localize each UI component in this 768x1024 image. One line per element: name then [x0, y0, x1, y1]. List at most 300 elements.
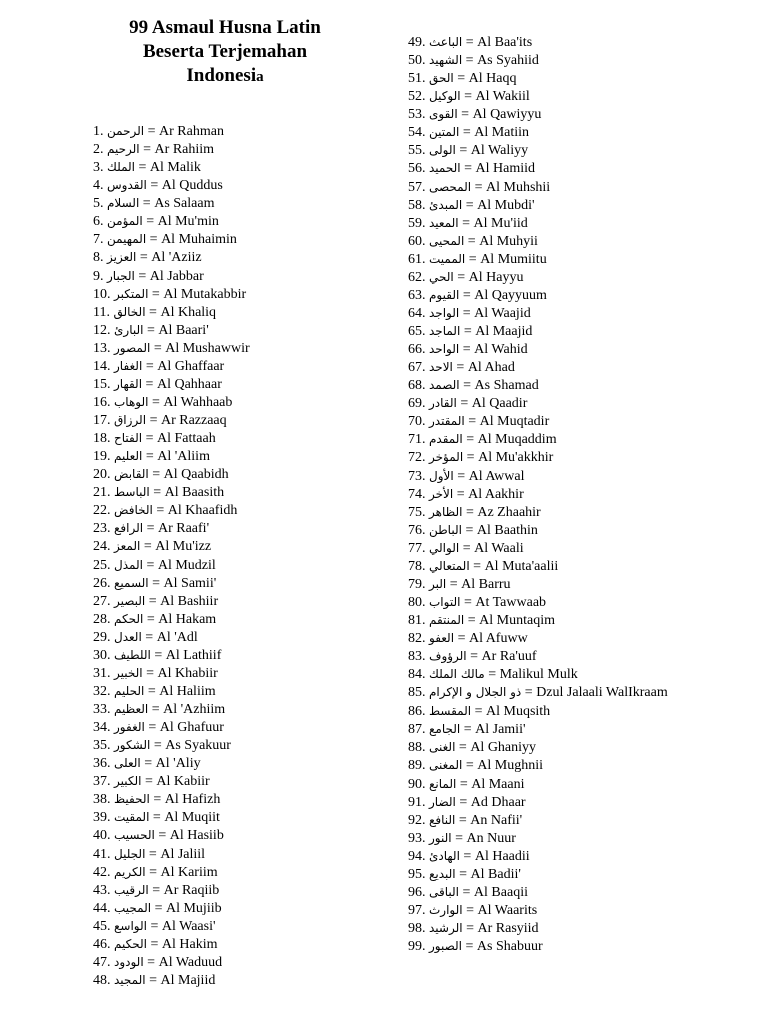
item-arabic: المانع	[429, 776, 457, 791]
list-item: 91. الضار = Ad Dhaar	[408, 794, 526, 810]
list-item: 51. الحق = Al Haqq	[408, 71, 517, 87]
list-item: 61. المميت = Al Mumiitu	[408, 251, 547, 267]
item-arabic: البر	[429, 576, 447, 591]
item-latin: Al Muqiit	[164, 810, 220, 826]
item-arabic: الفتاح	[114, 431, 143, 446]
item-number: 1.	[93, 124, 104, 139]
item-latin: Al Waliyy	[470, 143, 529, 159]
item-latin: Al Waali	[474, 540, 524, 556]
item-arabic: الوالي	[429, 540, 460, 555]
item-latin: Ar Raqiib	[163, 882, 220, 898]
item-latin: Al Matiin	[474, 125, 530, 141]
item-arabic: المغنى	[429, 758, 463, 773]
title-line-1: 99 Asmaul Husna Latin	[129, 17, 321, 38]
item-arabic: الملك	[107, 160, 136, 175]
item-number: 95.	[408, 866, 426, 882]
item-arabic: العلى	[114, 756, 141, 771]
item-arabic: السميع	[114, 575, 149, 590]
list-item: 75. الظاهر = Az Zhaahir	[408, 504, 541, 520]
item-arabic: الشكور	[114, 738, 151, 753]
item-latin: Al 'Aziiz	[151, 250, 202, 266]
list-item: 31. الخبير = Al Khabiir	[93, 665, 218, 681]
item-latin: Al Fattaah	[157, 431, 216, 447]
item-number: 29.	[93, 629, 111, 645]
item-number: 77.	[408, 540, 426, 556]
item-arabic: المميت	[429, 251, 466, 266]
item-latin: Al Waduud	[158, 954, 223, 970]
list-item: 41. الجليل = Al Jaliil	[93, 846, 206, 862]
list-item: 28. الحكم = Al Hakam	[93, 611, 217, 627]
item-number: 12.	[93, 322, 111, 338]
item-arabic: مالك الملك	[429, 667, 485, 682]
item-latin: Al Muqtadir	[479, 414, 550, 430]
list-item: 16. الوهاب = Al Wahhaab	[93, 394, 233, 410]
item-number: 51.	[408, 71, 426, 87]
names-list-right	[408, 33, 738, 955]
item-arabic: الحليم	[114, 683, 145, 698]
item-number: 89.	[408, 758, 426, 774]
list-item: 57. المحصى = Al Muhshii	[408, 179, 551, 195]
item-latin: As Salaam	[154, 196, 215, 212]
item-latin: Al Khaafidh	[167, 503, 238, 519]
item-arabic: الغنى	[429, 740, 456, 755]
item-number: 58.	[408, 197, 426, 213]
item-arabic: البارئ	[114, 322, 144, 337]
item-number: 7.	[93, 232, 104, 248]
item-latin: Al Khabiir	[157, 665, 218, 681]
list-item: 65. الماجد = Al Maajid	[408, 324, 533, 339]
item-latin: Al Wahid	[474, 342, 528, 358]
list-item: 69. القادر = Al Qaadir	[408, 396, 528, 412]
item-number: 44.	[93, 900, 111, 916]
item-number: 96.	[408, 884, 426, 900]
list-item: 48. المجيد = Al Majiid	[93, 972, 216, 988]
item-latin: Al Mujiib	[165, 900, 222, 916]
item-latin: An Nuur	[466, 830, 516, 846]
list-item: 38. الحفيظ = Al Hafizh	[93, 792, 221, 808]
item-latin: Al Qayyuum	[474, 287, 547, 303]
item-latin: Al Mughnii	[477, 758, 543, 774]
item-number: 38.	[93, 792, 111, 808]
item-arabic: الرافع	[114, 521, 144, 536]
list-item: 97. الوارث = Al Waarits	[408, 902, 538, 918]
item-number: 73.	[408, 468, 426, 484]
item-number: 28.	[93, 611, 111, 627]
item-latin: Al Waarits	[477, 902, 538, 918]
item-number: 94.	[408, 848, 426, 864]
item-latin: Al Hamiid	[475, 161, 535, 177]
item-arabic: القادر	[429, 396, 457, 411]
item-number: 35.	[93, 738, 111, 754]
item-arabic: المقيت	[114, 810, 150, 825]
list-item: 80. التواب = At Tawwaab	[408, 594, 547, 610]
list-item: 36. العلى = Al 'Aliy	[93, 756, 201, 772]
item-latin: Al Baaqii	[473, 884, 528, 900]
item-number: 84.	[408, 667, 426, 683]
item-arabic: المتعالي	[429, 558, 470, 573]
item-number: 13.	[93, 340, 111, 356]
item-latin: As Shabuur	[476, 939, 543, 955]
item-latin: Al Ghaffaar	[157, 358, 225, 374]
item-arabic: الصمد	[429, 378, 460, 393]
list-item: 23. الرافع = Ar Raafi'	[93, 521, 210, 537]
item-arabic: الوهاب	[114, 394, 149, 409]
item-arabic: البديع	[429, 866, 456, 881]
item-latin: Al Qawiyyu	[472, 107, 542, 123]
item-latin: Al Jabbar	[149, 268, 204, 284]
item-number: 10.	[93, 286, 111, 302]
list-item: 46. الحكيم = Al Hakim	[93, 936, 218, 952]
list-item: 37. الكبير = Al Kabiir	[93, 774, 210, 790]
item-latin: Al Majiid	[160, 972, 216, 988]
item-latin: Al Waajid	[474, 305, 531, 321]
item-arabic: الحميد	[429, 161, 461, 176]
item-number: 82.	[408, 631, 426, 647]
item-number: 47.	[93, 954, 111, 970]
item-arabic: الأخر	[429, 486, 454, 501]
list-item: 84. مالك الملك = Malikul Mulk	[408, 667, 578, 683]
item-latin: Al Jaliil	[160, 846, 206, 862]
item-number: 15.	[93, 376, 111, 392]
item-latin: Al Muta'aalii	[484, 558, 559, 574]
item-arabic: المجيب	[114, 900, 152, 915]
item-arabic: اللطيف	[114, 647, 151, 662]
item-number: 66.	[408, 342, 426, 358]
item-number: 34.	[93, 720, 111, 736]
item-latin: Al Qaadir	[471, 396, 528, 412]
list-item: 56. الحميد = Al Hamiid	[408, 161, 535, 177]
item-arabic: الغفور	[114, 720, 145, 735]
item-number: 52.	[408, 89, 426, 105]
item-arabic: الباعث	[429, 35, 463, 49]
item-latin: Al Haliim	[159, 683, 216, 699]
item-latin: Ar Raafi'	[157, 521, 210, 537]
item-arabic: الكريم	[114, 864, 146, 879]
list-item: 44. المجيب = Al Mujiib	[93, 900, 222, 916]
list-item: 93. النور = An Nuur	[408, 830, 516, 846]
item-arabic: الحكيم	[114, 936, 147, 951]
item-latin: Al Mu'iid	[473, 215, 528, 231]
item-latin: As Shamad	[474, 378, 539, 394]
list-item: 26. السميع = Al Samii'	[93, 575, 217, 591]
list-item: 83. الرؤوف = Ar Ra'uuf	[408, 649, 537, 665]
document-title	[90, 16, 360, 89]
list-item: 87. الجامع = Al Jamii'	[408, 722, 526, 738]
item-number: 54.	[408, 125, 426, 141]
item-number: 39.	[93, 810, 111, 826]
item-arabic: الصبور	[429, 939, 463, 954]
item-latin: Al Aakhir	[468, 486, 524, 502]
item-latin: Al Wakiil	[475, 89, 530, 105]
item-latin: Al Malik	[149, 160, 201, 176]
list-item: 3. الملك = Al Malik	[93, 160, 201, 176]
item-arabic: النور	[429, 830, 452, 845]
item-number: 43.	[93, 882, 111, 898]
list-item: 94. الهادئ = Al Haadii	[408, 848, 530, 864]
item-latin: Al Muqsith	[486, 704, 551, 720]
item-number: 25.	[93, 557, 111, 573]
list-item: 68. الصمد = As Shamad	[408, 378, 539, 394]
item-arabic: الأول	[429, 468, 454, 483]
item-number: 50.	[408, 53, 426, 69]
list-item: 95. البديع = Al Badii'	[408, 866, 521, 882]
item-latin: Al Quddus	[161, 178, 223, 194]
item-arabic: الحق	[429, 71, 454, 86]
item-arabic: الخالق	[113, 304, 146, 319]
list-item: 35. الشكور = As Syakuur	[93, 738, 231, 754]
item-number: 16.	[93, 394, 111, 410]
item-arabic: الواسع	[114, 918, 147, 933]
item-arabic: العليم	[114, 449, 143, 464]
item-latin: Ar Ra'uuf	[481, 649, 537, 665]
list-item: 98. الرشيد = Ar Rasyiid	[408, 921, 539, 936]
item-number: 67.	[408, 360, 426, 376]
list-item: 63. القيوم = Al Qayyuum	[408, 287, 547, 303]
list-item: 82. العفو = Al Afuww	[408, 631, 528, 647]
item-number: 65.	[408, 324, 426, 339]
item-number: 81.	[408, 613, 426, 628]
item-number: 2.	[93, 142, 104, 158]
list-item: 15. القهار = Al Qahhaar	[93, 376, 222, 392]
item-latin: Al Awwal	[468, 468, 525, 484]
item-number: 21.	[93, 485, 111, 501]
list-item: 7. المهيمن = Al Muhaimin	[93, 232, 237, 248]
item-arabic: القابض	[114, 467, 149, 482]
item-latin: Al Mutakabbir	[163, 286, 247, 302]
item-number: 60.	[408, 233, 426, 249]
item-arabic: الحسيب	[114, 828, 155, 843]
list-item: 21. الباسط = Al Baasith	[93, 485, 225, 501]
item-arabic: القهار	[114, 376, 143, 391]
item-number: 14.	[93, 358, 111, 374]
item-latin: An Nafii'	[470, 812, 523, 828]
item-arabic: المتين	[429, 125, 460, 140]
item-latin: Al Mu'min	[157, 214, 219, 230]
item-number: 76.	[408, 522, 426, 538]
item-arabic: المذل	[114, 557, 143, 572]
item-latin: Al Maani	[471, 776, 525, 792]
item-latin: At Tawwaab	[475, 594, 547, 610]
list-item: 90. المانع = Al Maani	[408, 776, 525, 792]
item-number: 26.	[93, 575, 111, 591]
item-number: 30.	[93, 647, 111, 663]
item-number: 62.	[408, 269, 426, 285]
item-arabic: الوكيل	[429, 89, 461, 104]
item-latin: Al Jamii'	[475, 722, 526, 738]
list-item: 45. الواسع = Al Waasi'	[93, 918, 216, 934]
item-arabic: الخافض	[114, 503, 153, 518]
item-latin: Al Hafizh	[164, 792, 221, 808]
item-number: 22.	[93, 503, 111, 519]
item-number: 80.	[408, 594, 426, 610]
item-arabic: العفو	[429, 631, 455, 646]
item-arabic: الباقى	[429, 884, 460, 899]
item-latin: Al 'Aliim	[157, 449, 210, 465]
item-number: 68.	[408, 378, 426, 394]
item-latin: As Syakuur	[165, 738, 231, 754]
item-number: 41.	[93, 846, 111, 862]
item-latin: Al Haadii	[474, 848, 530, 864]
item-latin: Al Hakam	[158, 611, 217, 627]
item-number: 24.	[93, 539, 111, 555]
item-latin: Al Hakim	[161, 936, 218, 952]
list-item: 78. المتعالي = Al Muta'aalii	[408, 558, 559, 574]
item-latin: Al Lathiif	[165, 647, 222, 663]
list-item: 5. السلام = As Salaam	[93, 196, 215, 212]
item-number: 6.	[93, 214, 104, 230]
item-number: 92.	[408, 812, 426, 828]
list-item: 71. المقدم = Al Muqaddim	[408, 432, 557, 448]
item-latin: Ar Rasyiid	[477, 921, 539, 936]
item-latin: Al Baa'its	[477, 35, 533, 50]
item-arabic: المبدئ	[429, 197, 463, 212]
list-item: 64. الواجد = Al Waajid	[408, 305, 531, 321]
item-number: 75.	[408, 504, 426, 520]
item-latin: Ar Rahiim	[154, 142, 215, 158]
item-number: 37.	[93, 774, 111, 790]
item-arabic: الواحد	[429, 342, 460, 357]
item-number: 98.	[408, 921, 426, 936]
item-latin: Al Hayyu	[468, 269, 524, 285]
item-arabic: ذو الجلال و الإكرام	[429, 685, 522, 700]
item-latin: Al Samii'	[163, 575, 217, 591]
item-latin: Al Maajid	[475, 324, 533, 339]
item-number: 55.	[408, 143, 426, 159]
item-latin: Al Badii'	[470, 866, 521, 882]
item-number: 74.	[408, 486, 426, 502]
item-latin: Al Khaliq	[160, 304, 217, 320]
list-item: 30. اللطيف = Al Lathiif	[93, 647, 222, 663]
list-item: 12. البارئ = Al Baari'	[93, 322, 209, 338]
list-item: 11. الخالق = Al Khaliq	[93, 304, 217, 320]
item-arabic: التواب	[429, 594, 461, 609]
item-latin: Al Barru	[461, 576, 511, 592]
item-latin: Al Ghaniyy	[470, 740, 537, 756]
item-arabic: الولى	[429, 143, 456, 158]
list-item: 88. الغنى = Al Ghaniyy	[408, 740, 537, 756]
list-item: 24. المعز = Al Mu'izz	[93, 539, 212, 555]
item-number: 78.	[408, 558, 426, 574]
list-item: 60. المحيى = Al Muhyii	[408, 233, 538, 249]
item-latin: Al Mu'izz	[155, 539, 212, 555]
list-item: 40. الحسيب = Al Hasiib	[93, 828, 224, 844]
item-number: 18.	[93, 431, 111, 447]
item-number: 36.	[93, 756, 111, 772]
list-item: 81. المنتقم = Al Muntaqim	[408, 613, 555, 628]
item-number: 32.	[93, 683, 111, 699]
item-number: 63.	[408, 287, 426, 303]
item-arabic: الرحيم	[107, 142, 140, 157]
list-item: 49. الباعث = Al Baa'its	[408, 35, 533, 50]
item-number: 42.	[93, 864, 111, 880]
item-arabic: الغفار	[114, 358, 143, 373]
item-number: 9.	[93, 268, 104, 284]
item-number: 31.	[93, 665, 111, 681]
item-latin: As Syahiid	[477, 53, 539, 69]
item-latin: Ar Razzaaq	[160, 413, 227, 428]
item-number: 11.	[93, 304, 110, 320]
item-number: 97.	[408, 902, 426, 918]
list-item: 4. القدوس = Al Quddus	[93, 178, 223, 194]
item-number: 59.	[408, 215, 426, 231]
item-number: 4.	[93, 178, 104, 194]
item-arabic: القدوس	[107, 178, 147, 193]
item-latin: Malikul Mulk	[499, 667, 578, 683]
item-arabic: السلام	[107, 196, 140, 211]
item-number: 3.	[93, 160, 104, 176]
item-number: 48.	[93, 972, 111, 988]
item-number: 5.	[93, 196, 104, 212]
item-number: 88.	[408, 740, 426, 756]
item-arabic: المهيمن	[107, 232, 147, 247]
item-latin: Al Afuww	[468, 631, 528, 647]
list-item: 62. الحي = Al Hayyu	[408, 269, 524, 285]
list-item: 39. المقيت = Al Muqiit	[93, 810, 220, 826]
list-item: 92. النافع = An Nafii'	[408, 812, 523, 828]
list-item: 27. البصير = Al Bashiir	[93, 593, 219, 609]
list-item: 86. المقسط = Al Muqsith	[408, 704, 551, 720]
item-number: 71.	[408, 432, 426, 448]
list-item: 18. الفتاح = Al Fattaah	[93, 431, 216, 447]
item-latin: Al Waasi'	[161, 918, 216, 934]
title-line-3-text: Indonesi	[186, 65, 257, 86]
item-arabic: الظاهر	[429, 504, 463, 519]
list-item: 76. الباطن = Al Baathin	[408, 522, 538, 538]
list-item: 9. الجبار = Al Jabbar	[93, 268, 204, 284]
item-latin: Al Baari'	[158, 322, 209, 338]
item-latin: Al 'Aliy	[155, 756, 201, 772]
list-item: 55. الولى = Al Waliyy	[408, 143, 529, 159]
list-item: 67. الاحد = Al Ahad	[408, 360, 515, 376]
list-item: 73. الأول = Al Awwal	[408, 468, 525, 484]
item-arabic: العزيز	[107, 250, 137, 265]
item-arabic: الودود	[114, 954, 144, 969]
item-number: 8.	[93, 250, 104, 266]
item-arabic: العدل	[114, 629, 142, 644]
item-arabic: الباطن	[429, 522, 462, 537]
list-item: 2. الرحيم = Ar Rahiim	[93, 142, 215, 158]
list-item: 13. المصور = Al Mushawwir	[93, 340, 250, 356]
item-arabic: المعيد	[429, 215, 459, 230]
list-item: 52. الوكيل = Al Wakiil	[408, 89, 530, 105]
item-number: 27.	[93, 593, 111, 609]
title-line-3	[90, 64, 360, 89]
item-arabic: المحصى	[429, 179, 472, 194]
item-arabic: المحيى	[429, 233, 465, 248]
item-number: 40.	[93, 828, 111, 844]
item-latin: Al Muhaimin	[161, 232, 237, 248]
item-number: 91.	[408, 794, 426, 810]
item-number: 99.	[408, 939, 426, 955]
item-arabic: النافع	[429, 812, 456, 827]
item-arabic: القيوم	[429, 287, 460, 302]
item-arabic: القوى	[429, 107, 458, 122]
item-latin: Al Qahhaar	[156, 376, 222, 392]
item-latin: Al Baathin	[476, 522, 538, 538]
item-latin: Az Zhaahir	[477, 504, 541, 520]
item-arabic: الخبير	[114, 665, 143, 680]
item-latin: Al Muqaddim	[477, 432, 557, 448]
list-item: 70. المقتدر = Al Muqtadir	[408, 414, 550, 430]
item-latin: Al Mubdi'	[477, 197, 535, 213]
item-number: 57.	[408, 179, 426, 195]
list-item: 43. الرقيب = Ar Raqiib	[93, 882, 220, 898]
item-arabic: المؤخر	[429, 450, 464, 465]
list-item: 8. العزيز = Al 'Aziiz	[93, 250, 202, 266]
item-arabic: الرشيد	[429, 921, 463, 935]
list-item: 54. المتين = Al Matiin	[408, 125, 530, 141]
list-item: 1. الرحمن = Ar Rahman	[93, 124, 224, 139]
